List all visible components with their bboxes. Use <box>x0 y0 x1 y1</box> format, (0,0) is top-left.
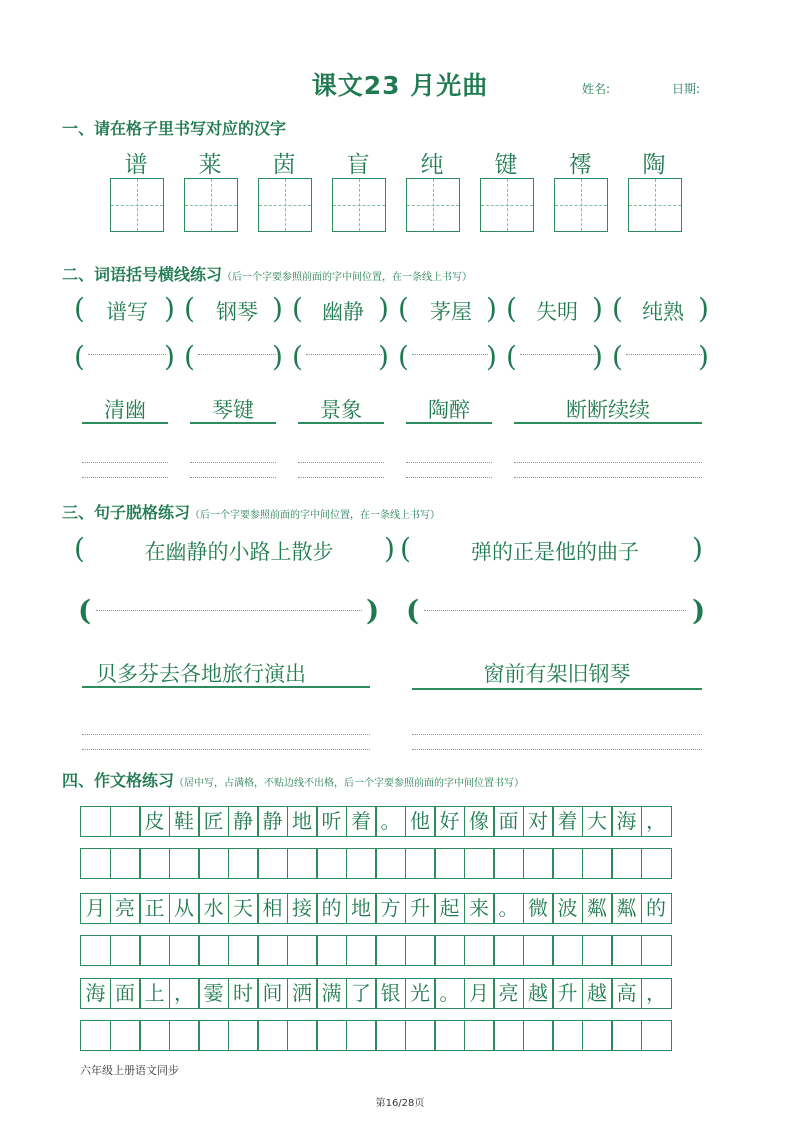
composition-cell[interactable]: 海 <box>80 978 111 1009</box>
bracket-word: 纯熟 <box>642 300 684 324</box>
composition-cell[interactable] <box>198 1020 229 1051</box>
composition-cell[interactable] <box>198 848 229 879</box>
right-paren: ) <box>486 340 497 373</box>
composition-cell[interactable]: ， <box>169 978 200 1009</box>
right-paren: ) <box>698 292 709 325</box>
underline-word: 琴键 <box>190 394 276 424</box>
composition-cell[interactable] <box>552 848 583 879</box>
underline-word: 景象 <box>298 394 384 424</box>
composition-cell[interactable]: ， <box>641 978 672 1009</box>
blank-line[interactable] <box>412 354 488 355</box>
composition-cell[interactable]: 接 <box>287 893 318 924</box>
pinyin-char: 盲 <box>346 152 370 178</box>
composition-cell[interactable]: 匠 <box>198 806 229 837</box>
right-paren: ) <box>272 340 283 373</box>
section3-title: 三、句子脱格练习 <box>62 503 191 522</box>
left-paren: ( <box>506 340 517 373</box>
composition-cell[interactable]: 粼 <box>611 893 642 924</box>
composition-cell[interactable] <box>110 806 141 837</box>
composition-cell[interactable] <box>405 935 436 966</box>
section4-title: 四、作文格练习 <box>62 771 175 790</box>
composition-row <box>80 978 670 1009</box>
tianzige-box[interactable] <box>628 178 682 232</box>
composition-cell[interactable]: 方 <box>375 893 406 924</box>
composition-cell[interactable] <box>493 1020 524 1051</box>
composition-cell[interactable]: 来 <box>464 893 495 924</box>
composition-cell[interactable]: 亮 <box>110 893 141 924</box>
right-paren: ) <box>486 292 497 325</box>
composition-cell[interactable]: 越 <box>582 978 613 1009</box>
pinyin-char: 鿅 <box>568 152 592 178</box>
right-paren: ) <box>272 292 283 325</box>
underline-sentence: 窗前有架旧钢琴 <box>412 658 702 690</box>
composition-cell[interactable]: 他 <box>405 806 436 837</box>
composition-cell[interactable] <box>198 935 229 966</box>
left-paren: ( <box>400 532 411 565</box>
right-paren: ) <box>384 532 395 565</box>
composition-cell[interactable]: 满 <box>316 978 347 1009</box>
composition-cell[interactable]: 月 <box>80 893 111 924</box>
composition-cell[interactable]: ， <box>641 806 672 837</box>
composition-cell[interactable] <box>611 1020 642 1051</box>
composition-cell[interactable] <box>80 806 111 837</box>
composition-cell[interactable] <box>110 848 141 879</box>
practice-line[interactable] <box>82 462 168 478</box>
bracket-word: 谱写 <box>106 300 148 324</box>
composition-cell[interactable]: 天 <box>228 893 259 924</box>
composition-cell[interactable] <box>582 1020 613 1051</box>
underline-word: 陶醉 <box>406 394 492 424</box>
composition-cell[interactable]: 面 <box>493 806 524 837</box>
right-paren: ) <box>164 340 175 373</box>
practice-line[interactable] <box>190 462 276 478</box>
right-paren: ) <box>378 292 389 325</box>
left-paren: ( <box>74 340 85 373</box>
composition-cell[interactable] <box>582 935 613 966</box>
tianzige-box[interactable] <box>406 178 460 232</box>
composition-cell[interactable]: 的 <box>641 893 672 924</box>
composition-cell[interactable] <box>257 935 288 966</box>
composition-cell[interactable]: 上 <box>139 978 170 1009</box>
composition-cell[interactable] <box>375 1020 406 1051</box>
composition-cell[interactable]: 静 <box>228 806 259 837</box>
page-title: 课文23 月光曲 <box>311 71 489 100</box>
composition-cell[interactable]: 了 <box>346 978 377 1009</box>
section3-note: （后一个字要参照前面的字中间位置，在一条线上书写） <box>190 510 441 521</box>
pinyin-char: 谱 <box>124 152 148 178</box>
composition-cell[interactable] <box>641 1020 672 1051</box>
left-paren: ( <box>398 340 409 373</box>
composition-cell[interactable] <box>110 1020 141 1051</box>
section1-heading: 一、请在格子里书写对应的汉字 <box>62 119 287 138</box>
left-paren: ( <box>292 292 303 325</box>
composition-cell[interactable]: 间 <box>257 978 288 1009</box>
composition-cell[interactable] <box>228 935 259 966</box>
name-label: 姓名: <box>582 82 611 96</box>
composition-cell[interactable]: 波 <box>552 893 583 924</box>
composition-cell[interactable] <box>434 935 465 966</box>
right-paren: ) <box>592 340 603 373</box>
section4-heading <box>62 768 524 791</box>
composition-cell[interactable] <box>287 1020 318 1051</box>
bracket-sentence: 在幽静的小路上散步 <box>144 540 334 564</box>
practice-line[interactable] <box>412 734 702 750</box>
right-paren: ) <box>366 594 380 627</box>
section2-heading <box>62 262 472 285</box>
left-paren: ( <box>506 292 517 325</box>
sentence-bracket-row <box>74 532 714 572</box>
composition-cell[interactable] <box>316 1020 347 1051</box>
composition-cell[interactable] <box>257 1020 288 1051</box>
composition-cell[interactable]: 海 <box>611 806 642 837</box>
composition-cell[interactable] <box>139 848 170 879</box>
book-label: 六年级上册语文同步 <box>80 1064 179 1077</box>
left-paren: ( <box>406 594 420 627</box>
tianzige-box[interactable] <box>332 178 386 232</box>
composition-cell[interactable]: 鞋 <box>169 806 200 837</box>
date-label: 日期: <box>672 82 701 96</box>
left-paren: ( <box>398 292 409 325</box>
composition-cell[interactable] <box>641 935 672 966</box>
blank-line[interactable] <box>198 354 276 355</box>
pinyin-char: 莱 <box>198 152 222 178</box>
composition-cell[interactable] <box>257 848 288 879</box>
underline-word: 清幽 <box>82 394 168 424</box>
blank-line[interactable] <box>88 354 166 355</box>
section2-title: 二、词语括号横线练习 <box>62 265 223 284</box>
right-paren: ) <box>164 292 175 325</box>
section2-note: （后一个字要参照前面的字中间位置，在一条线上书写） <box>222 272 473 283</box>
composition-cell[interactable]: 的 <box>316 893 347 924</box>
composition-row <box>80 806 670 837</box>
composition-row <box>80 848 670 879</box>
composition-cell[interactable]: 大 <box>582 806 613 837</box>
pinyin-char: 纯 <box>420 152 444 178</box>
composition-cell[interactable] <box>169 935 200 966</box>
practice-line[interactable] <box>82 734 370 750</box>
composition-cell[interactable] <box>552 1020 583 1051</box>
right-paren: ) <box>698 340 709 373</box>
composition-cell[interactable]: 高 <box>611 978 642 1009</box>
composition-cell[interactable] <box>434 1020 465 1051</box>
practice-line[interactable] <box>406 462 492 478</box>
composition-cell[interactable]: 对 <box>523 806 554 837</box>
bracket-sentence: 弹的正是他的曲子 <box>471 540 639 564</box>
composition-cell[interactable] <box>523 935 554 966</box>
composition-cell[interactable] <box>346 848 377 879</box>
composition-cell[interactable]: 越 <box>523 978 554 1009</box>
left-paren: ( <box>184 292 195 325</box>
composition-row <box>80 935 670 966</box>
composition-cell[interactable]: 银 <box>375 978 406 1009</box>
composition-cell[interactable]: 洒 <box>287 978 318 1009</box>
practice-line[interactable] <box>514 462 702 478</box>
composition-row <box>80 1020 670 1051</box>
blank-line[interactable] <box>306 354 382 355</box>
composition-cell[interactable]: 粼 <box>582 893 613 924</box>
composition-cell[interactable] <box>434 848 465 879</box>
composition-cell[interactable] <box>80 935 111 966</box>
composition-cell[interactable] <box>523 1020 554 1051</box>
blank-line[interactable] <box>520 354 596 355</box>
composition-cell[interactable]: 面 <box>110 978 141 1009</box>
composition-cell[interactable]: 霎 <box>198 978 229 1009</box>
bracket-word: 失明 <box>536 300 578 324</box>
composition-cell[interactable] <box>375 848 406 879</box>
composition-cell[interactable] <box>464 1020 495 1051</box>
composition-cell[interactable] <box>316 848 347 879</box>
blank-line[interactable] <box>626 354 702 355</box>
composition-row <box>80 893 670 924</box>
composition-cell[interactable] <box>611 935 642 966</box>
composition-cell[interactable] <box>582 848 613 879</box>
composition-cell[interactable] <box>464 848 495 879</box>
left-paren: ( <box>612 340 623 373</box>
left-paren: ( <box>184 340 195 373</box>
composition-cell[interactable] <box>80 848 111 879</box>
blank-line[interactable] <box>96 610 362 611</box>
tianzige-box[interactable] <box>258 178 312 232</box>
composition-cell[interactable] <box>375 935 406 966</box>
right-paren: ) <box>378 340 389 373</box>
composition-cell[interactable]: 从 <box>169 893 200 924</box>
bracket-word: 茅屋 <box>430 300 472 324</box>
composition-cell[interactable] <box>346 935 377 966</box>
composition-cell[interactable]: 像 <box>464 806 495 837</box>
composition-cell[interactable]: 地 <box>287 806 318 837</box>
composition-cell[interactable]: 好 <box>434 806 465 837</box>
composition-cell[interactable] <box>287 935 318 966</box>
composition-cell[interactable]: 水 <box>198 893 229 924</box>
composition-cell[interactable]: 亮 <box>493 978 524 1009</box>
tianzige-box[interactable] <box>554 178 608 232</box>
composition-cell[interactable] <box>228 848 259 879</box>
section4-note: （居中写，占满格，不贴边线不出格，后一个字要参照前面的字中间位置书写） <box>174 778 525 789</box>
pinyin-char: 键 <box>494 152 518 178</box>
composition-cell[interactable]: 着 <box>346 806 377 837</box>
composition-cell[interactable] <box>346 1020 377 1051</box>
composition-cell[interactable]: 相 <box>257 893 288 924</box>
page-number: 第16/28页 <box>375 1098 425 1109</box>
tianzige-box[interactable] <box>110 178 164 232</box>
composition-cell[interactable] <box>464 935 495 966</box>
composition-cell[interactable]: 听 <box>316 806 347 837</box>
composition-cell[interactable] <box>169 848 200 879</box>
pinyin-char: 茵 <box>272 152 296 178</box>
sentence-blank-row <box>74 594 714 634</box>
pinyin-char: 陶 <box>642 152 666 178</box>
composition-cell[interactable]: 静 <box>257 806 288 837</box>
composition-cell[interactable]: 月 <box>464 978 495 1009</box>
composition-cell[interactable] <box>139 1020 170 1051</box>
right-paren: ) <box>692 594 706 627</box>
composition-cell[interactable]: 起 <box>434 893 465 924</box>
bracket-word-row <box>74 292 714 332</box>
composition-cell[interactable]: 地 <box>346 893 377 924</box>
composition-cell[interactable] <box>523 848 554 879</box>
left-paren: ( <box>292 340 303 373</box>
section3-heading <box>62 500 440 523</box>
composition-cell[interactable] <box>316 935 347 966</box>
composition-cell[interactable] <box>493 935 524 966</box>
composition-cell[interactable] <box>287 848 318 879</box>
composition-cell[interactable]: 升 <box>405 893 436 924</box>
composition-cell[interactable]: 升 <box>552 978 583 1009</box>
composition-cell[interactable] <box>110 935 141 966</box>
composition-cell[interactable]: 。 <box>375 806 406 837</box>
composition-cell[interactable]: 着 <box>552 806 583 837</box>
composition-cell[interactable] <box>405 1020 436 1051</box>
composition-cell[interactable]: 时 <box>228 978 259 1009</box>
composition-cell[interactable]: 正 <box>139 893 170 924</box>
bracket-word: 钢琴 <box>216 300 258 324</box>
left-paren: ( <box>612 292 623 325</box>
composition-cell[interactable] <box>552 935 583 966</box>
left-paren: ( <box>74 292 85 325</box>
composition-cell[interactable]: 微 <box>523 893 554 924</box>
underline-word: 断断续续 <box>514 394 702 424</box>
composition-cell[interactable] <box>641 848 672 879</box>
composition-cell[interactable] <box>228 1020 259 1051</box>
bracket-blank-row <box>74 340 714 380</box>
bracket-word: 幽静 <box>322 300 364 324</box>
composition-cell[interactable] <box>611 848 642 879</box>
practice-line[interactable] <box>298 462 384 478</box>
composition-cell[interactable]: 。 <box>493 893 524 924</box>
composition-cell[interactable]: 。 <box>434 978 465 1009</box>
underline-sentence: 贝多芬去各地旅行演出 <box>82 658 370 688</box>
composition-cell[interactable]: 光 <box>405 978 436 1009</box>
left-paren: ( <box>74 532 85 565</box>
composition-cell[interactable] <box>80 1020 111 1051</box>
right-paren: ) <box>592 292 603 325</box>
composition-cell[interactable] <box>405 848 436 879</box>
left-paren: ( <box>78 594 92 627</box>
composition-cell[interactable]: 皮 <box>139 806 170 837</box>
composition-cell[interactable] <box>139 935 170 966</box>
right-paren: ) <box>692 532 703 565</box>
composition-cell[interactable] <box>169 1020 200 1051</box>
tianzige-box[interactable] <box>480 178 534 232</box>
blank-line[interactable] <box>424 610 686 611</box>
composition-cell[interactable] <box>493 848 524 879</box>
tianzige-box[interactable] <box>184 178 238 232</box>
